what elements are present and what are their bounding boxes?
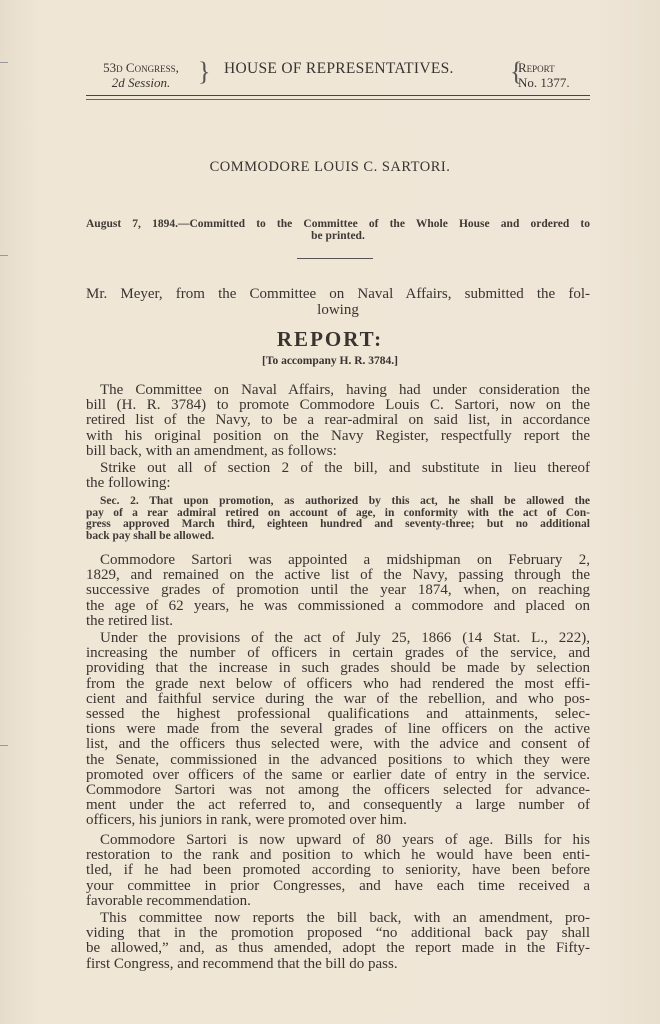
text-line: successive grades of promotion until the year 1874, when, on reaching: [86, 582, 590, 599]
text-line: Strike out all of section 2 of the bill, and substitute in lieu thereof: [100, 460, 590, 476]
session: 2d Session.: [111, 75, 171, 90]
text-line: restoration to the rank and position to which he would have been enti-: [86, 847, 590, 864]
paragraph-6: [86, 911, 590, 972]
text-line: the Senate, commissioned in the advanced positions to which they were: [86, 751, 590, 768]
paragraph-1: [86, 383, 590, 459]
text-line: the age of 62 years, he was commissioned a commodore and placed on: [86, 597, 590, 614]
text-line: favorable recommendation.: [86, 892, 251, 909]
report-label: Report: [518, 60, 555, 75]
date-line-text: be printed.: [311, 230, 365, 242]
congress: 53d Congress,: [103, 60, 179, 75]
text-line: be allowed,” and, as thus amended, adopt the report made in the Fifty-: [86, 940, 590, 957]
report-heading: REPORT:: [276, 327, 384, 351]
date-line-text: August 7, 1894.—Committed to the Committee of the Whole House and ordered to: [86, 218, 590, 230]
text-line: the following:: [86, 475, 171, 492]
document-header: [86, 57, 590, 100]
text-line: retired list of the Navy, to be a rear-admiral on said list, in accordance: [86, 412, 590, 429]
brace: {: [510, 57, 523, 86]
margin-mark: [0, 745, 8, 746]
margin-mark: [0, 255, 8, 256]
text-line: Commodore Sartori was appointed a midshipman on February 2,: [100, 552, 590, 568]
text-line: your committee in prior Congresses, and have each time received a: [86, 877, 590, 894]
paragraph-3: [86, 553, 590, 629]
header-rule: [86, 99, 590, 100]
text-line: increasing the number of officers in certain grades of the service, and: [86, 645, 590, 662]
text-line: This committee now reports the bill back, with an amendment, pro-: [100, 910, 590, 926]
text-line: back pay shall be allowed.: [86, 529, 215, 542]
divider: [297, 258, 373, 259]
text-line: from the grade next below of officers who had rendered the most effi-: [86, 675, 590, 692]
text-line: with his original position on the Navy Register, respectfully report the: [86, 427, 590, 444]
submitted-by: [86, 286, 590, 318]
text-line: viding that in the promotion proposed “no additional back pay shall: [86, 925, 590, 942]
text-line: bill back, with an amendment, as follows:: [86, 442, 337, 459]
text-line: gress approved March third, eighteen hundred and seventy-three; but no additional: [86, 518, 590, 530]
text-line: Sec. 2. That upon promotion, as authorized by this act, he shall be allowed the: [100, 495, 590, 507]
paragraph-2: [86, 461, 590, 491]
text-line: list, and the officers thus selected were, with the advice and consent of: [86, 736, 590, 753]
text-line: cient and faithful service during the war of the rebellion, and who pos-: [86, 690, 590, 707]
text-line: sessed the highest professional qualifications and attainments, selec-: [86, 705, 590, 722]
text-line: Commodore Sartori is now upward of 80 years of age. Bills for his: [100, 832, 590, 848]
text-line: the retired list.: [86, 612, 174, 629]
text-line: 1829, and remained on the active list of the Navy, passing through the: [86, 567, 590, 584]
submitted-by-text: lowing: [317, 302, 359, 318]
document-title: COMMODORE LOUIS C. SARTORI.: [209, 159, 451, 175]
margin-mark: [0, 62, 8, 63]
congress-session: [86, 60, 196, 90]
text-line: ment under the act referred to, and consequently a large number of: [86, 797, 590, 814]
accompany-note: [To accompany H. R. 3784.]: [262, 355, 398, 367]
text-line: promoted over officers of the same or earlier date of entry in the service.: [86, 766, 590, 783]
header-rule: [86, 95, 590, 96]
text-line: pay of a rear admiral retired on account of age, in conformity with the act of Con-: [86, 506, 590, 519]
section-amendment: [86, 496, 590, 542]
text-line: The Committee on Naval Affairs, having had under consideration the: [100, 382, 590, 398]
report-number: [518, 60, 590, 90]
report-no: No. 1377.: [518, 75, 570, 90]
paragraph-4: [86, 631, 590, 828]
paragraph-5: [86, 833, 590, 909]
text-line: tled, if he had been promoted according to seniority, have been before: [86, 862, 590, 879]
brace: }: [198, 57, 211, 86]
text-line: tions were made from the several grades of line officers on the active: [86, 721, 590, 738]
submitted-by-text: Mr. Meyer, from the Committee on Naval Affairs, submitted the fol-: [86, 286, 590, 302]
text-line: providing that the increase in such grades should be made by selection: [86, 660, 590, 677]
chamber: HOUSE OF REPRESENTATIVES.: [224, 60, 454, 77]
text-line: first Congress, and recommend that the bill do pass.: [86, 955, 398, 972]
text-line: bill (H. R. 3784) to promote Commodore Louis C. Sartori, now on the: [86, 397, 590, 414]
text-line: Commodore Sartori was not among the officers selected for advance-: [86, 781, 590, 798]
text-line: officers, his juniors in rank, were promoted over him.: [86, 812, 407, 829]
text-line: Under the provisions of the act of July 25, 1866 (14 Stat. L., 222),: [100, 630, 590, 646]
date-line: [86, 218, 590, 242]
